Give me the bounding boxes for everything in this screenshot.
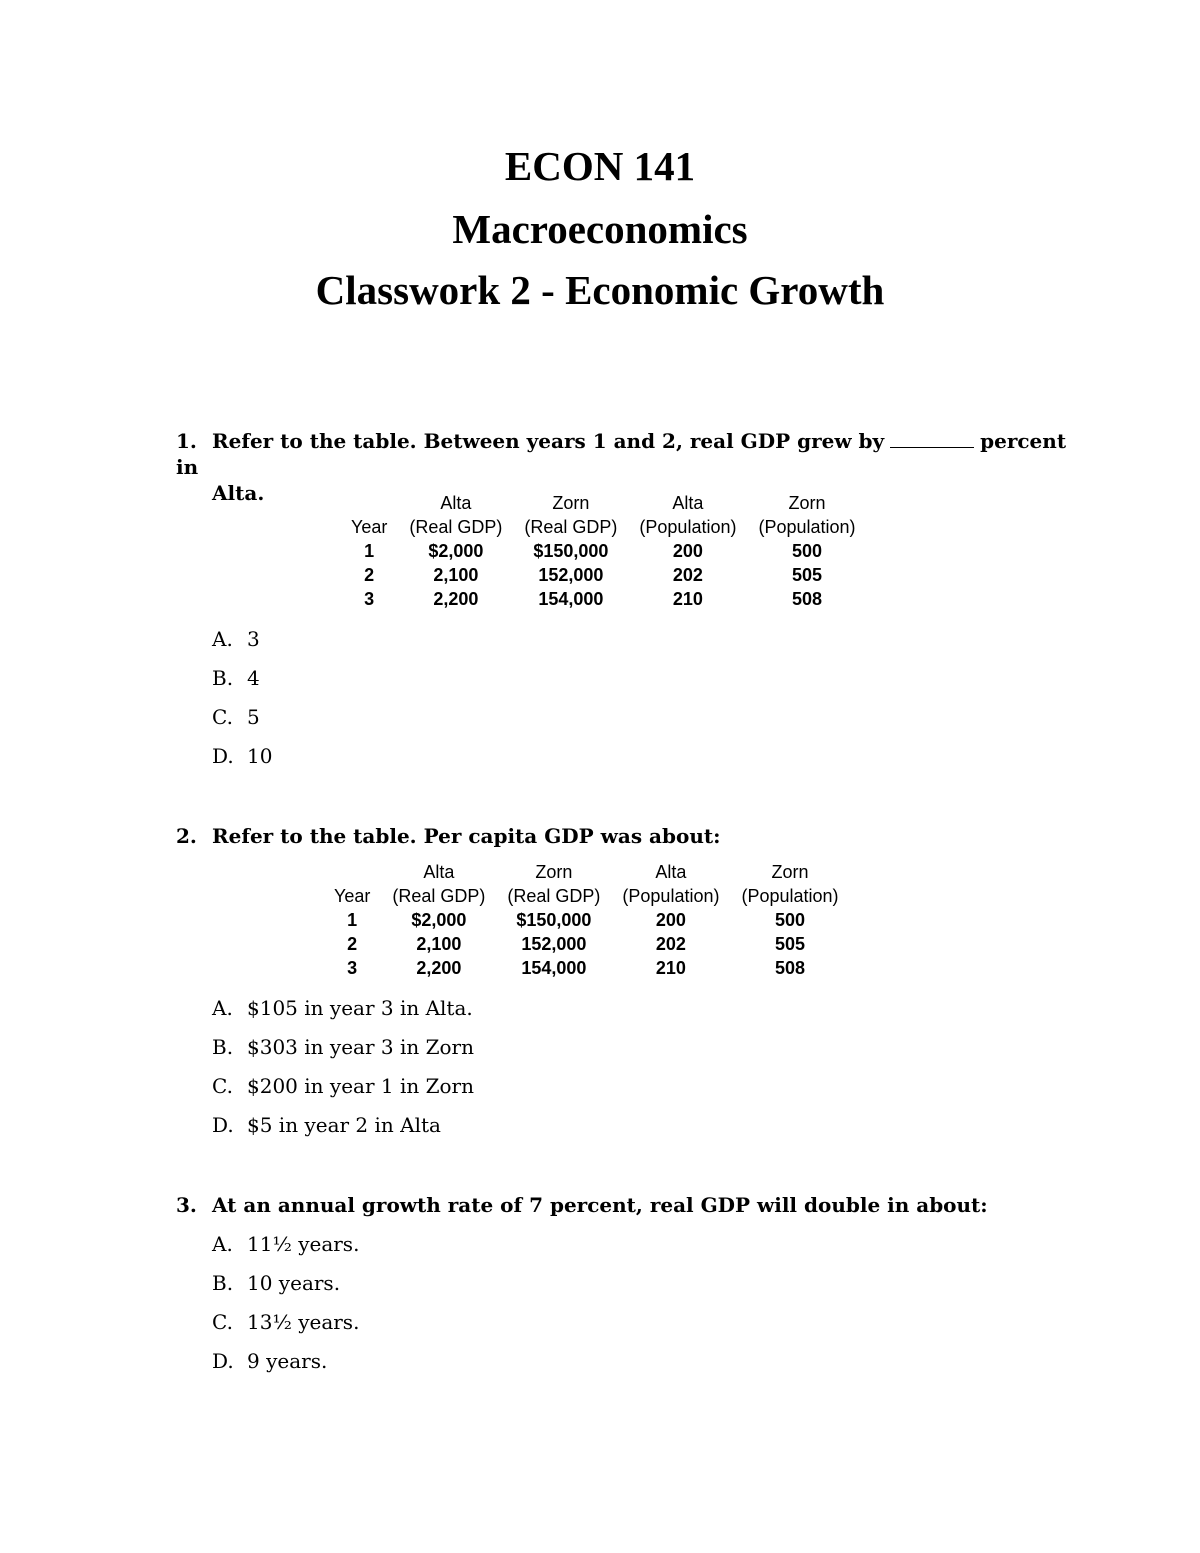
option-a[interactable]: [212, 620, 272, 659]
table-header-cell: Zorn: [552, 493, 590, 513]
table-cell: 210: [672, 589, 703, 609]
table-cell: $150,000: [516, 910, 592, 930]
table-cell: 2,100: [416, 934, 462, 954]
question-number: 3.: [176, 1193, 197, 1217]
option-letter: B.: [212, 666, 234, 690]
table-header-cell: [323, 860, 381, 884]
question-stem: Refer to the table. Per capita GDP was about:: [212, 824, 721, 848]
table-cell: 200: [655, 910, 686, 930]
option-text: 13½ years.: [247, 1310, 360, 1334]
table-cell: 154,000: [538, 589, 604, 609]
table-header-cell: Alta: [655, 862, 687, 882]
course-code: ECON 141: [504, 143, 696, 189]
table-cell: 154,000: [521, 958, 587, 978]
option-text: 10: [247, 744, 273, 768]
table-header-cell: Zorn: [535, 862, 573, 882]
table-header-row: [340, 491, 867, 515]
option-text: 4: [247, 666, 260, 690]
option-text: $303 in year 3 in Zorn: [247, 1035, 474, 1059]
table-header-cell: (Population): [741, 886, 839, 906]
option-letter: A.: [212, 627, 233, 651]
table-header-cell: Alta: [672, 493, 704, 513]
table-cell: 2: [364, 565, 375, 585]
question-stem-continuation: Alta.: [212, 481, 265, 505]
table-cell: 505: [774, 934, 806, 954]
table-cell: 2: [347, 934, 358, 954]
option-text: 11½ years.: [247, 1232, 360, 1256]
table-header-cell: Zorn: [771, 862, 809, 882]
option-text: 9 years.: [247, 1349, 328, 1373]
course-subject: Macroeconomics: [452, 206, 748, 252]
option-letter: D.: [212, 1349, 234, 1373]
option-a[interactable]: [212, 1225, 359, 1264]
table-header-row: [323, 884, 850, 908]
option-d[interactable]: [212, 1106, 474, 1145]
option-c[interactable]: [212, 1067, 474, 1106]
table-header-row: [323, 860, 850, 884]
question-stem: Refer to the table. Between years 1 and 2, real GDP grew by: [212, 429, 885, 453]
table-cell: 3: [364, 589, 375, 609]
table-cell: 508: [791, 589, 823, 609]
table-header-cell: Year: [351, 517, 388, 537]
option-text: $105 in year 3 in Alta.: [247, 996, 473, 1020]
option-text: $5 in year 2 in Alta: [247, 1113, 441, 1137]
table-cell: $2,000: [428, 541, 484, 561]
option-b[interactable]: [212, 1028, 474, 1067]
option-letter: D.: [212, 1113, 234, 1137]
option-text: 10 years.: [247, 1271, 341, 1295]
option-letter: B.: [212, 1271, 234, 1295]
option-letter: D.: [212, 744, 234, 768]
options-q1: [212, 620, 272, 776]
gdp-table-q2: [323, 860, 850, 980]
table-cell: 2,200: [416, 958, 462, 978]
table-cell: $2,000: [411, 910, 467, 930]
table-cell: 505: [791, 565, 823, 585]
table-header-cell: [340, 491, 398, 515]
table-cell: 1: [364, 541, 375, 561]
option-letter: C.: [212, 1310, 233, 1334]
table-cell: 152,000: [521, 934, 587, 954]
table-cell: 500: [774, 910, 806, 930]
table-header-cell: Alta: [440, 493, 472, 513]
option-c[interactable]: [212, 1303, 359, 1342]
table-cell: 200: [672, 541, 703, 561]
table-row: [340, 587, 867, 611]
table-cell: 210: [655, 958, 686, 978]
options-q2: [212, 989, 474, 1145]
table-cell: 1: [347, 910, 358, 930]
option-letter: C.: [212, 1074, 233, 1098]
table-row: [323, 908, 850, 932]
option-text: 3: [247, 627, 260, 651]
table-cell: $150,000: [533, 541, 609, 561]
option-d[interactable]: [212, 1342, 359, 1381]
table-cell: 202: [655, 934, 686, 954]
table-header-cell: (Population): [639, 517, 737, 537]
table-header-cell: (Population): [622, 886, 720, 906]
table-row: [340, 539, 867, 563]
table-cell: 152,000: [538, 565, 604, 585]
question-number: 2.: [176, 824, 197, 848]
table-header-cell: Zorn: [788, 493, 826, 513]
table-row: [323, 932, 850, 956]
table-header-cell: (Population): [758, 517, 856, 537]
table-cell: 3: [347, 958, 358, 978]
table-row: [340, 563, 867, 587]
option-letter: C.: [212, 705, 233, 729]
table-header-cell: (Real GDP): [392, 886, 486, 906]
table-header-row: [340, 515, 867, 539]
assignment-title: Classwork 2 - Economic Growth: [315, 267, 885, 313]
table-header-cell: Year: [334, 886, 371, 906]
option-b[interactable]: [212, 659, 272, 698]
table-cell: 508: [774, 958, 806, 978]
option-a[interactable]: [212, 989, 474, 1028]
table-cell: 500: [791, 541, 823, 561]
table-header-cell: (Real GDP): [409, 517, 503, 537]
option-text: $200 in year 1 in Zorn: [247, 1074, 474, 1098]
option-b[interactable]: [212, 1264, 359, 1303]
gdp-table-q1: [340, 491, 867, 611]
option-letter: A.: [212, 1232, 233, 1256]
table-header-cell: Alta: [423, 862, 455, 882]
options-q3: [212, 1225, 359, 1381]
option-letter: A.: [212, 996, 233, 1020]
table-cell: 202: [672, 565, 703, 585]
option-letter: B.: [212, 1035, 234, 1059]
table-header-cell: (Real GDP): [507, 886, 601, 906]
question-2: [176, 823, 1076, 849]
option-text: 5: [247, 705, 260, 729]
answer-blank: [890, 431, 974, 448]
table-row: [323, 956, 850, 980]
question-stem-end: percent in: [176, 429, 1067, 479]
option-d[interactable]: [212, 737, 272, 776]
question-3: [176, 1192, 1076, 1218]
question-stem: At an annual growth rate of 7 percent, real GDP will double in about:: [212, 1193, 988, 1217]
table-cell: 2,200: [433, 589, 479, 609]
question-number: 1.: [176, 429, 197, 453]
table-header-cell: (Real GDP): [524, 517, 618, 537]
table-cell: 2,100: [433, 565, 479, 585]
option-c[interactable]: [212, 698, 272, 737]
